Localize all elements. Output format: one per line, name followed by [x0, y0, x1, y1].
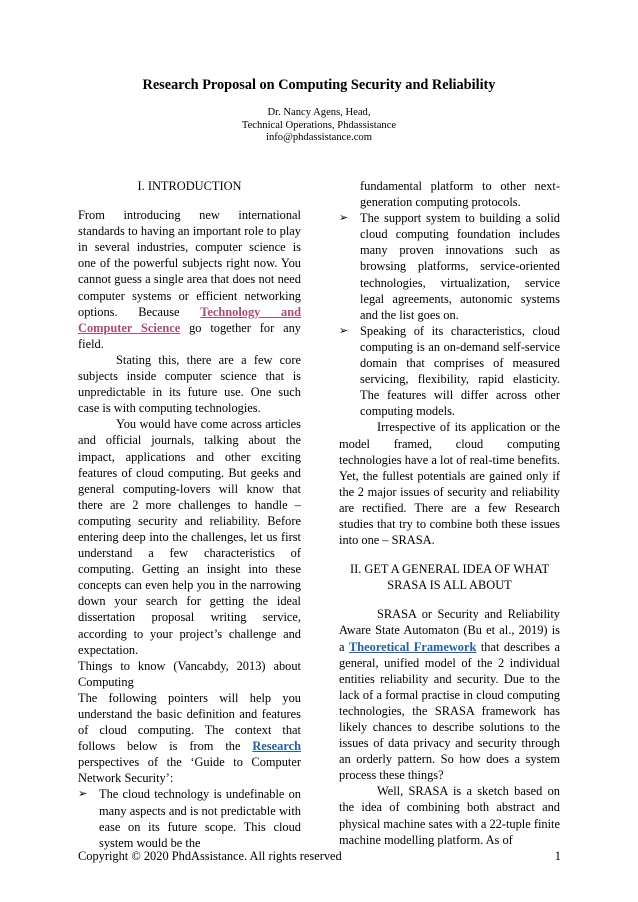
- bullet-text: fundamental platform to other next-generation computing protocols.: [360, 179, 560, 210]
- copyright-text: Copyright © 2020 PhdAssistance. All rights reserved: [78, 849, 342, 863]
- left-column: [78, 178, 301, 851]
- author-email: info@phdassistance.com: [266, 132, 372, 144]
- arrow-bullet-icon: ➢: [339, 323, 349, 337]
- theoretical-framework-link[interactable]: Theoretical Framework: [348, 639, 477, 654]
- intro-p1-text-end: go together for any field.: [78, 320, 301, 351]
- things-to-know-line: Things to know (Vancabdy, 2013) about Computing: [78, 658, 301, 689]
- section-heading-line-1: II. GET A GENERAL IDEA OF WHAT: [349, 562, 550, 577]
- page-footer: [78, 849, 561, 864]
- intro-p5-text: The following pointers will help you understand the basic definition and features of cloud computing. The context that follows below is from the: [78, 690, 301, 754]
- srasa-p1-text: SRASA or Security and Reliability Aware State Automaton (Bu et al., 2019) is a: [339, 607, 560, 654]
- intro-p5-text-end: perspectives of the ‘Guide to Computer Network Security’:: [78, 755, 301, 786]
- technology-link[interactable]: Technology and Computer Science: [78, 304, 301, 335]
- author-name: Dr. Nancy Agens, Head,: [267, 107, 371, 118]
- bullet-text: The cloud technology is undefinable on many aspects and is not predictable with ease on its future scope. This cloud system would be the: [99, 787, 301, 850]
- intro-paragraph-2: Stating this, there are a few core subjects inside computer science that is unpredictable in its future use. One such case is with computing technologies.: [78, 352, 301, 416]
- section-heading-line-2: SRASA IS ALL ABOUT: [387, 578, 512, 593]
- author-block: [0, 107, 638, 145]
- arrow-bullet-icon: ➢: [339, 211, 349, 225]
- list-item-continued: [339, 178, 560, 210]
- right-column: [339, 178, 560, 848]
- page-number: 1: [554, 849, 561, 863]
- section-heading-srasa: [339, 561, 560, 593]
- bullet-list-left: [78, 786, 301, 850]
- intro-paragraph-3: You would have come across articles and official journals, talking about the impact, applications and other exciting features of cloud computing. But geeks and general computing-lovers will know that there are 2 more challenges to handle – computing security and reliability. Before entering deep into the challenges, let us first understand a few characteristics of computing. Getting an insight into these concepts can even help you in the narrowing down your search for getting the ideal dissertation proposal writing service, according to your project’s challenge and expectation.: [78, 417, 301, 657]
- intro-paragraph-1: [78, 207, 301, 352]
- srasa-p1-text-end: that describes a general, unified model of the 2 individual entities reliability and security. Due to the lack of a formal practise in cloud computing technologies, the SRASA framework has likely chances to describe solutions to the issues of data privacy and security through an orderly pattern. So how does a system process these things?: [339, 639, 560, 783]
- paper-title: Research Proposal on Computing Security and Reliability: [142, 77, 496, 93]
- list-item: [78, 786, 301, 850]
- bullet-list-right: [339, 178, 560, 419]
- arrow-bullet-icon: ➢: [78, 787, 88, 801]
- list-item: [339, 210, 560, 323]
- author-affiliation: Technical Operations, Phdassistance: [241, 119, 397, 131]
- srasa-intro-paragraph: Irrespective of its application or the model framed, cloud computing technologies have a lot of real-time benefits. Yet, the fullest potentials are gained only if the 2 major issues of security and reliability are rectified. There are a few Research studies that try to combine both these issues into one – SRASA.: [339, 420, 560, 548]
- intro-p1-text: From introducing new international standards to having an important role to play in several industries, computer science is one of the powerful subjects right now. You cannot guess a single area that does not need computer systems or efficient networking options. Because: [78, 208, 301, 319]
- bullet-text: Speaking of its characteristics, cloud computing is an on-demand self-service domain that comprises of measured servicing, flexibility, rapid elasticity. The features will differ across other computing models.: [360, 323, 560, 419]
- list-item: [339, 323, 560, 420]
- srasa-paragraph-1: [339, 606, 560, 783]
- intro-paragraph-5: [78, 690, 301, 787]
- research-link[interactable]: Research: [252, 739, 301, 754]
- srasa-paragraph-2: Well, SRASA is a sketch based on the idea of combining both abstract and physical machine sates with a 22-tuple finite machine modelling platform. As of: [339, 784, 560, 847]
- section-heading-introduction: I. INTRODUCTION: [137, 179, 242, 193]
- bullet-text: The support system to building a solid cloud computing foundation includes many proven innovations such as browsing platforms, service-oriented technologies, virtualization, service legal agreements, autonomic systems and the list goes on.: [360, 211, 560, 322]
